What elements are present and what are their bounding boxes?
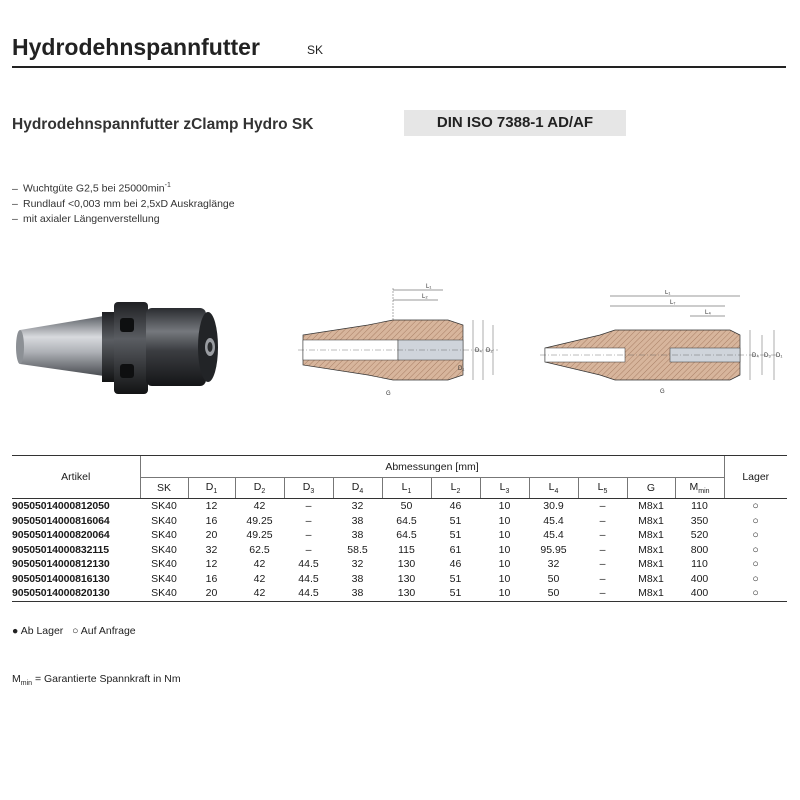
- cell-value: 42: [253, 558, 266, 571]
- svg-text:L₁: L₁: [426, 284, 432, 290]
- cell-value: 400: [690, 572, 709, 585]
- cell-value: –: [305, 543, 312, 556]
- cell-value: 38: [333, 586, 382, 601]
- cell-value: M8x1: [638, 514, 664, 527]
- cell-value: 51: [449, 572, 462, 585]
- cell-value: 46: [449, 558, 462, 571]
- cell-value: 130: [382, 586, 431, 601]
- col-group-abmessungen: Abmessungen [mm]: [140, 456, 724, 478]
- cell-value: 520: [690, 529, 709, 542]
- cell-value: 62.5: [249, 543, 270, 556]
- col-header-l3: $L_3$: [480, 478, 529, 499]
- cell-value: –: [305, 500, 312, 513]
- cell-value: M8x1: [627, 586, 675, 601]
- cell-value: 12: [205, 558, 218, 571]
- availability-legend: [12, 625, 136, 637]
- cell-value: 10: [498, 500, 511, 513]
- svg-text:G: G: [660, 389, 665, 395]
- col-header-l4: $L_4$: [529, 478, 578, 499]
- cell-value: SK40: [151, 500, 177, 513]
- cell-value: 44.5: [298, 558, 319, 571]
- product-title: Hydrodehnspannfutter zClamp Hydro SK: [12, 116, 314, 133]
- svg-text:D₃: D₃: [764, 353, 771, 359]
- cell-value: 20: [188, 586, 235, 601]
- cell-artikel: 90505014000820064: [12, 529, 110, 542]
- col-header-l5: $L_5$: [578, 478, 627, 499]
- cell-value: 10: [498, 514, 511, 527]
- cell-value: –: [599, 514, 606, 527]
- cell-value: –: [599, 572, 606, 585]
- cell-value: SK40: [151, 558, 177, 571]
- cell-value: –: [599, 529, 606, 542]
- cell-value: 10: [498, 529, 511, 542]
- cell-value: 800: [690, 543, 709, 556]
- cell-artikel: 90505014000832115: [12, 543, 109, 556]
- cell-value: –: [305, 529, 312, 542]
- col-header-l2: $L_2$: [431, 478, 480, 499]
- cell-value: 10: [480, 586, 529, 601]
- cell-value: 38: [351, 514, 364, 527]
- table-row: [12, 543, 787, 558]
- cell-value: M8x1: [638, 529, 664, 542]
- footnote: [12, 673, 181, 687]
- col-header-artikel: Artikel: [12, 456, 140, 499]
- cell-artikel: 90505014000816130: [12, 572, 110, 585]
- col-header-d2: $D_2$: [235, 478, 284, 499]
- technical-drawing-2: [540, 290, 788, 400]
- col-header-l1: $L_1$: [382, 478, 431, 499]
- svg-text:D₄: D₄: [752, 353, 759, 359]
- table-row: [12, 528, 787, 543]
- cell-value: 51: [431, 586, 480, 601]
- cell-value: SK40: [140, 586, 188, 601]
- cell-artikel: 90505014000812050: [12, 500, 110, 513]
- in-stock-icon: ●: [12, 625, 19, 637]
- cell-value: –: [599, 500, 606, 513]
- cell-lager: ○: [752, 529, 759, 542]
- cell-value: 51: [449, 529, 462, 542]
- title-divider: [12, 66, 786, 68]
- cell-value: SK40: [151, 529, 177, 542]
- spec-table-body: [12, 499, 787, 602]
- cell-value: 110: [691, 558, 708, 571]
- cell-value: 10: [498, 572, 511, 585]
- cell-value: 46: [449, 500, 462, 513]
- cell-lager: ○: [752, 514, 759, 527]
- cell-value: 42: [235, 586, 284, 601]
- cell-value: 45.4: [543, 514, 564, 527]
- cell-value: 130: [397, 558, 416, 571]
- cell-value: 51: [449, 514, 462, 527]
- cell-lager: ○: [752, 572, 759, 585]
- table-row: [12, 514, 787, 529]
- cell-value: 38: [351, 572, 364, 585]
- cell-value: 44.5: [284, 586, 333, 601]
- cell-value: 50: [529, 586, 578, 601]
- technical-drawing-1: [298, 280, 523, 405]
- cell-value: 10: [498, 543, 511, 556]
- cell-lager: ○: [752, 558, 759, 571]
- cell-value: 16: [205, 514, 218, 527]
- cell-value: 32: [351, 558, 364, 571]
- cell-value: 115: [398, 543, 415, 556]
- svg-text:D₂: D₂: [486, 348, 493, 354]
- cell-value: M8x1: [638, 572, 664, 585]
- col-header-d1: $D_1$: [188, 478, 235, 499]
- cell-value: 64.5: [396, 529, 417, 542]
- cell-value: –: [599, 558, 606, 571]
- cell-value: 61: [449, 543, 462, 556]
- footnote-symbol: M: [12, 673, 21, 685]
- cell-value: 400: [675, 586, 724, 601]
- cell-value: 44.5: [298, 572, 319, 585]
- svg-text:D₁: D₁: [776, 353, 783, 359]
- svg-text:D₁: D₁: [458, 366, 465, 372]
- spec-table: [12, 455, 787, 602]
- cell-value: 50: [547, 572, 560, 585]
- cell-value: 130: [397, 572, 416, 585]
- table-row: [12, 499, 787, 514]
- norm-badge: DIN ISO 7388-1 AD/AF: [404, 110, 626, 136]
- col-header-lager: Lager: [724, 456, 787, 499]
- cell-lager: ○: [724, 586, 787, 601]
- feature-item: – Wuchtgüte G2,5 bei $25000\min^{-1}$: [12, 182, 171, 195]
- cell-value: 20: [205, 529, 218, 542]
- col-header-sk: SK: [140, 478, 188, 499]
- on-request-icon: ○: [72, 625, 79, 637]
- cell-value: 95.95: [540, 543, 567, 556]
- cell-value: 50: [400, 500, 413, 513]
- table-row: [12, 572, 787, 587]
- col-header-d4: $D_4$: [333, 478, 382, 499]
- footnote-symbol-sub: min: [20, 680, 33, 688]
- cell-value: 32: [547, 558, 560, 571]
- col-header-d3: $D_3$: [284, 478, 333, 499]
- cell-value: SK40: [151, 572, 177, 585]
- cell-value: –: [578, 586, 627, 601]
- feature-item: – mit axialer Längenverstellung: [12, 212, 160, 225]
- svg-text:G: G: [386, 391, 391, 397]
- cell-value: 38: [351, 529, 364, 542]
- cell-value: 49.25: [246, 514, 273, 527]
- cell-value: 110: [691, 500, 708, 513]
- feature-item: – Rundlauf <0,003 mm bei 2,5xD Auskraglänge: [12, 197, 235, 210]
- svg-text:L₄: L₄: [705, 310, 711, 316]
- cell-value: 12: [205, 500, 218, 513]
- svg-text:D₄: D₄: [475, 348, 482, 354]
- svg-text:L₇: L₇: [670, 300, 676, 306]
- table-row: [12, 586, 787, 601]
- cell-value: 42: [253, 500, 266, 513]
- cell-value: 49.25: [246, 529, 273, 542]
- cell-lager: ○: [752, 500, 759, 513]
- cell-value: 58.5: [347, 543, 368, 556]
- on-request-label: Auf Anfrage: [80, 625, 136, 637]
- cell-value: 350: [690, 514, 709, 527]
- cell-value: M8x1: [638, 543, 664, 556]
- table-header-group-row: [12, 456, 787, 478]
- footnote-text: = Garantierte Spannkraft in Nm: [34, 673, 181, 685]
- cell-value: –: [599, 543, 606, 556]
- cell-value: M8x1: [638, 500, 664, 513]
- cell-value: 64.5: [396, 514, 417, 527]
- cell-artikel: 90505014000820130: [12, 586, 140, 601]
- cell-value: –: [305, 514, 312, 527]
- feature-list: [12, 178, 235, 227]
- cell-artikel: 90505014000816064: [12, 514, 110, 527]
- page-title: Hydrodehnspannfutter: [12, 34, 260, 60]
- cell-value: 45.4: [543, 529, 564, 542]
- cell-artikel: 90505014000812130: [12, 558, 110, 571]
- cell-value: 10: [498, 558, 511, 571]
- cell-value: 42: [253, 572, 266, 585]
- cell-value: 16: [205, 572, 218, 585]
- page-title-tag: SK: [307, 43, 324, 57]
- cell-value: 32: [205, 543, 218, 556]
- cell-value: SK40: [151, 514, 177, 527]
- cell-lager: ○: [752, 543, 759, 556]
- cell-value: 30.9: [543, 500, 564, 513]
- cell-value: 32: [351, 500, 364, 513]
- cell-value: M8x1: [638, 558, 664, 571]
- col-header-mmin: $M_{min}$: [675, 478, 724, 499]
- cell-value: SK40: [151, 543, 177, 556]
- svg-text:L₂: L₂: [422, 294, 428, 300]
- col-header-g: G: [627, 478, 675, 499]
- table-row: [12, 557, 787, 572]
- product-photo: [12, 292, 227, 402]
- in-stock-label: Ab Lager: [20, 625, 64, 637]
- svg-text:L₁: L₁: [665, 290, 671, 296]
